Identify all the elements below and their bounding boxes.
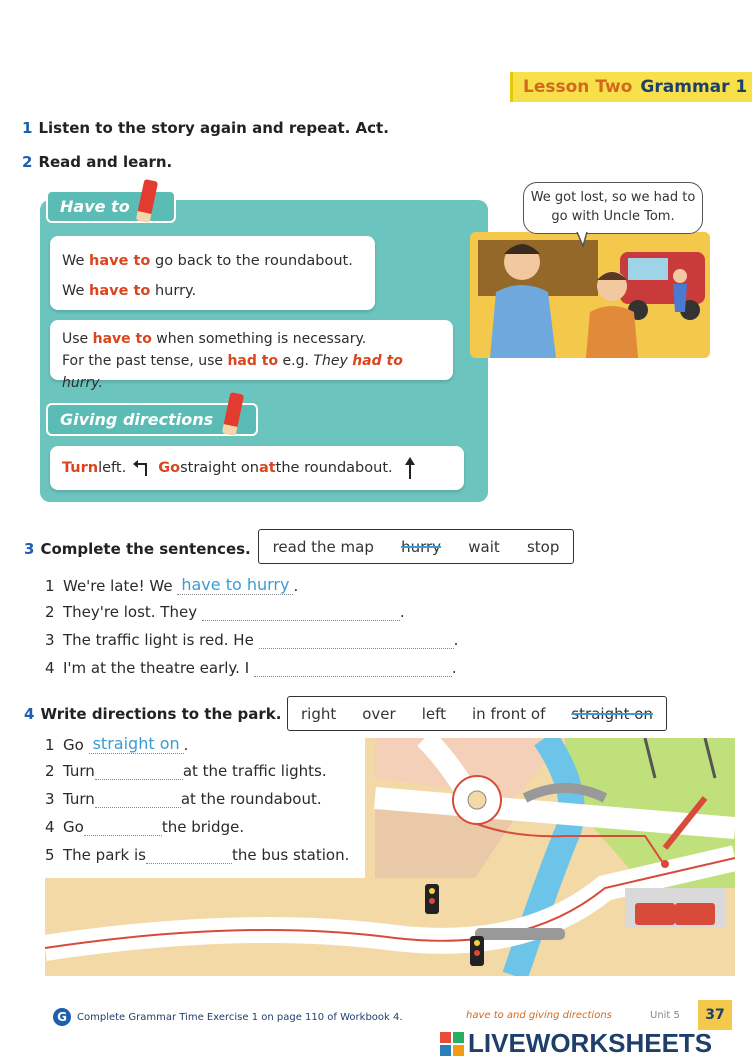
liveworksheets-logo-icon bbox=[440, 1032, 464, 1056]
tab-label: Giving directions bbox=[60, 410, 214, 429]
story-illustration bbox=[470, 232, 710, 358]
liveworksheets-watermark bbox=[440, 1028, 712, 1059]
rule-box bbox=[50, 320, 453, 391]
answer-text: have to hurry bbox=[177, 575, 293, 595]
answer-blank[interactable] bbox=[84, 820, 162, 836]
rule-line-1: Use have to when something is necessary. bbox=[62, 331, 367, 347]
example-sentence-1: We have to go back to the roundabout. bbox=[62, 253, 353, 269]
word-bank-item: stop bbox=[526, 537, 560, 556]
have-to-tab bbox=[46, 190, 176, 223]
ex3-item-4: 4 I'm at the theatre early. I . bbox=[45, 659, 457, 677]
ex3-item-2: 2 They're lost. They . bbox=[45, 603, 405, 621]
word-bank-item: read the map bbox=[272, 537, 374, 556]
page-number: 37 bbox=[698, 1000, 732, 1030]
answer-blank[interactable] bbox=[146, 848, 232, 864]
exercise-number: 2 bbox=[22, 153, 33, 171]
speech-text: We got lost, so we had to go with Uncle Tom. bbox=[530, 190, 696, 224]
exercise-3-heading bbox=[24, 540, 251, 558]
exercise-2-heading bbox=[22, 153, 172, 171]
straight-arrow-icon bbox=[403, 457, 417, 479]
lesson-label: Lesson Two bbox=[523, 77, 633, 97]
footer-note-text: Complete Grammar Time Exercise 1 on page 110 of Workbook 4. bbox=[77, 1011, 403, 1023]
rule-line-2: For the past tense, use had to e.g. They had to hurry. bbox=[62, 353, 403, 391]
exercise-number: 3 bbox=[24, 540, 35, 558]
turn-left-arrow-icon bbox=[132, 460, 152, 476]
exercise-number: 1 bbox=[22, 119, 33, 137]
answer-text: straight on bbox=[89, 734, 184, 754]
ex4-item-1: 1 Go straight on . bbox=[45, 734, 189, 754]
exercise-instruction: Complete the sentences. bbox=[40, 540, 251, 558]
ex3-item-1: 1 We're late! We have to hurry . bbox=[45, 575, 299, 595]
grammar-time-icon: G bbox=[53, 1008, 71, 1026]
word-bank-3 bbox=[258, 529, 574, 564]
word-bank-item-used: straight on bbox=[571, 704, 653, 723]
example-box bbox=[50, 236, 375, 310]
word-bank-4 bbox=[287, 696, 667, 731]
exercise-instruction: Listen to the story again and repeat. Act. bbox=[38, 119, 389, 137]
footer-unit: Unit 5 bbox=[650, 1010, 680, 1021]
ex4-item-5: 5 The park is the bus station. bbox=[45, 846, 350, 864]
footer-note bbox=[53, 1008, 403, 1026]
ex4-item-4: 4 Go the bridge. bbox=[45, 818, 245, 836]
exercise-instruction: Write directions to the park. bbox=[40, 705, 282, 723]
lesson-badge bbox=[510, 72, 752, 102]
word-bank-item: in front of bbox=[472, 704, 546, 723]
ex4-item-2: 2 Turn at the traffic lights. bbox=[45, 762, 327, 780]
word-bank-item: wait bbox=[468, 537, 500, 556]
footer-topic: have to and giving directions bbox=[466, 1010, 612, 1021]
word-bank-item: over bbox=[362, 704, 396, 723]
topic-label: Grammar 1 bbox=[640, 77, 748, 97]
exercise-4-heading bbox=[24, 705, 282, 723]
answer-blank[interactable] bbox=[202, 605, 400, 621]
speech-bubble bbox=[523, 182, 703, 234]
answer-blank[interactable] bbox=[254, 661, 452, 677]
word-bank-item-used: hurry bbox=[401, 537, 442, 556]
word-bank-item: right bbox=[301, 704, 337, 723]
ex3-item-3: 3 The traffic light is red. He . bbox=[45, 631, 459, 649]
answer-blank[interactable] bbox=[95, 792, 181, 808]
speech-tail bbox=[575, 232, 591, 248]
directions-box: Turn left. Go straight on at the roundabout. bbox=[50, 446, 464, 490]
ex4-item-3: 3 Turn at the roundabout. bbox=[45, 790, 322, 808]
exercise-instruction: Read and learn. bbox=[38, 153, 173, 171]
tab-label: Have to bbox=[60, 197, 130, 216]
example-sentence-2: We have to hurry. bbox=[62, 283, 197, 299]
exercise-1-heading bbox=[22, 119, 389, 137]
answer-blank[interactable] bbox=[259, 633, 454, 649]
answer-blank[interactable] bbox=[95, 764, 183, 780]
watermark-text: LIVEWORKSHEETS bbox=[468, 1028, 713, 1058]
exercise-number: 4 bbox=[24, 705, 35, 723]
word-bank-item: left bbox=[421, 704, 446, 723]
